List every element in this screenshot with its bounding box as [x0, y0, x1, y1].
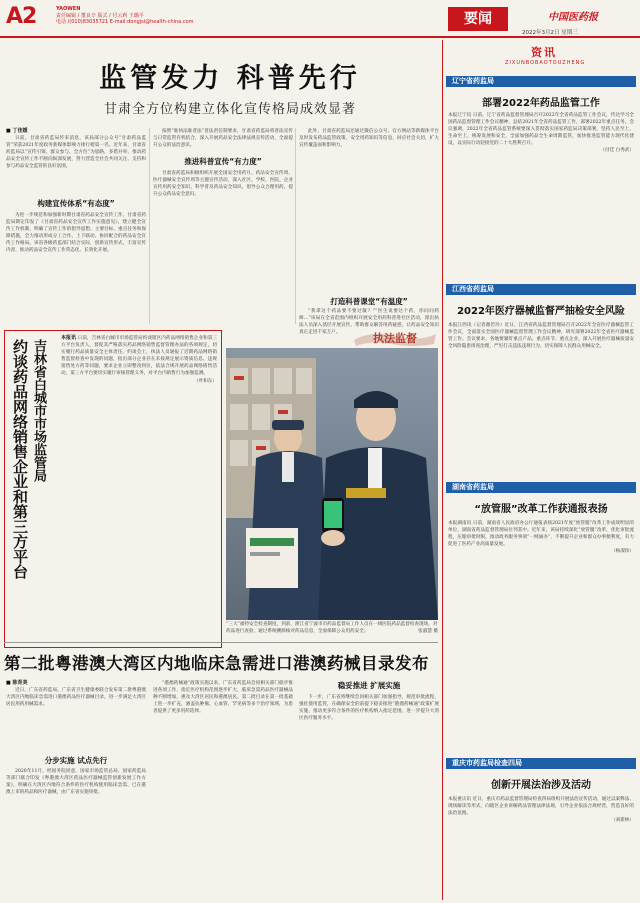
article-paragraph: 下一步，广东省将继续会同相关部门加强指导，规范审批流程，强化使用监管，在确保安全的前提下稳妥推进“港澳药械通”政策扩展实施，推动更多符合条件的医疗机构纳入指定范围，进一步提升大湾区医疗服务水平。 [299, 695, 439, 722]
news-brief-subtitle: ZIXUNBOBAOTOUZHENG [505, 60, 586, 66]
article-paragraph: 本报辽宁讯 日前，辽宁省药品监督管理局召开2022年全省药品监管工作会议，传达学习全国药品监督管理工作会议精神，总结2021年全省药品监管工作，部署2022年重点任务。会议强调，2022年全省药品监管系统要深入贯彻落实国家药监局决策部署，坚持人民至上、生命至上，统筹发展和安全，全面加强药品全生命周期监管，加快推进监管能力现代化建设，以实际行动迎接党的二十大胜利召开。 [448, 113, 634, 147]
news-brief-title: 资讯 [531, 46, 557, 59]
lead-subheadline: 甘肃全方位构建立体化宣传格局成效显著 [103, 102, 356, 117]
bottom-article-col1b [6, 768, 146, 896]
article-author: （杨淑珍） [611, 549, 634, 555]
article-paragraph: 本报湖南讯 日前，湖南省人民政府办公厅通报表扬2021年度“放管服”改革工作成效明显的单位，湖南省药品监督管理局位列其中。近年来，该局持续深化“放管服”改革，优化审批流程，压缩审批时限，推动政务服务事项“一网通办”，不断提升企业和群众办事便利度，有力促进了医药产业高质量发展。 [448, 521, 634, 548]
brief-body [448, 112, 634, 278]
brief-title: “放管服”改革工作获通报表扬 [474, 504, 608, 515]
article-paragraph: 2020年11月，经国务院同意，国家市场监管总局、国家药监局等部门联合印发《粤港澳大湾区药品医疗器械监管创新发展工作方案》，明确在大湾区内地符合条件的医疗机构使用临床急需、已在港澳上市的药品和医疗器械，由广东省实施审批。 [6, 769, 146, 796]
news-photo [226, 348, 438, 620]
column-rule [442, 40, 443, 900]
bottom-headline: 第二批粤港澳大湾区内地临床急需进口港澳药械目录发布 [4, 654, 429, 673]
article-paragraph: 此外，甘肃省药监局还通过微信公众号、官方网站等新媒体平台及时发布药品监管政策、安全用药知识等信息，回应社会关切，扩大宣传覆盖面和影响力。 [299, 129, 439, 149]
section-rule [4, 642, 438, 643]
lead-article-col3 [299, 128, 439, 294]
news-brief-label [505, 44, 586, 66]
brief-title: 2022年医疗器械监督严抽检安全风险 [457, 306, 625, 317]
masthead-info-line: 电话 /(010)83035721 E-mail:dongjsl@health-china.com [56, 19, 194, 25]
masthead-rule [0, 36, 640, 38]
article-paragraph: “港澳药械通”政策实施以来，广东省药监局会同相关部门稳步推进各项工作，指定医疗机构范围逐步扩大，临床急需药品医疗器械品种不断增加，惠及大湾区居民和港澳居民。第二批目录在第一批基础上进一步扩充，涵盖抗肿瘤、心血管、罕见病等多个治疗领域，为患者提供了更多用药选择。 [153, 681, 293, 715]
masthead-info-line: 责任编辑 / 董良辛 版式 / 付云莉 王璐平 [56, 12, 144, 19]
brush-text: 执法监督 [373, 332, 417, 345]
column-rule [295, 128, 296, 324]
page-number: A2 [6, 4, 37, 29]
masthead-info [56, 6, 194, 26]
brief-source-bar: 辽宁省药监局 [446, 76, 636, 87]
article-paragraph: 日前，吉林省白城市市场监管局约谈辖区内药品网络销售企业和第三方平台负责人，督促其严格落实药品网络销售监督管理办法的各项规定，切实履行药品质量安全主体责任。约谈会上，执法人员通报了近期药品网络销售监督检查中发现的问题，指出部分企业存在未按规定展示资质信息、违规销售处方药等问题，要求企业立即整改到位，依法合规开展药品网络销售活动，第三方平台要切实履行审核管理义务，对平台内销售行为加强监测。 [61, 336, 217, 377]
byline: ■ 陈育美 [6, 680, 28, 686]
article-paragraph: 本报重庆讯 近日，重庆市药品监督管理局检查四局组织开展法治宣传活动，通过以案释法、现场解读等形式，向辖区企业讲解药品管理法律法规，引导企业依法合规经营，营造良好的法治氛围。 [448, 797, 634, 817]
vertical-article-body [61, 335, 217, 641]
photo-credit: 张淑慧 摄 [418, 628, 438, 634]
brief-source-bar: 江西省药监局 [446, 284, 636, 295]
pharmacy-inspection-photo [226, 348, 438, 620]
lead-article-col1b [6, 212, 146, 324]
bottom-article-col1 [6, 680, 146, 750]
article-paragraph: 本报江西讯（记者谢若玲）近日，江西省药品监督管理局召开2022年全省医疗器械监管工作会议，全面落实全国医疗器械监督管理工作会议精神，研究部署2022年全省医疗器械监管工作。会议要求，各地要紧盯重点产品、重点环节、重点企业，深入开展医疗器械质量安全风险隐患排查治理，严厉打击违法违规行为，切实保障人民群众用械安全。 [448, 323, 634, 350]
caption-text: “三大”福特安全检查制度，到前，浙江省宁波市市药品监督局工作人员在一线医院药品监督检查现场，对药品进行查验，通过系统溯源核对药品信息，全面保障公众用药安全。 [226, 622, 438, 634]
photo-caption [226, 622, 438, 635]
brief-body [448, 796, 634, 896]
byline: ■ 丁佳媛 [6, 128, 28, 134]
lead-subhead-3: 打造科普课堂“有温度” [330, 297, 408, 306]
article-paragraph: 为进一步规范和加强新时期甘肃省药品安全宣传工作，甘肃省药监局制定印发了《甘肃省药品安全宣传工作实施意见》，建立健全宣传工作机制，明确了宣传工作的指导思想、主要目标、重点任务和保障措施，全力推动形成分工合作、上下联动、协同配合的药品安全宣传工作格局。该省各级药监部门结合实际，创新宣传形式，丰富宣传内容，推动药品安全宣传工作常态化、长效化开展。 [6, 213, 146, 254]
brief-source-bar: 重庆市药监局检查四局 [446, 758, 636, 769]
lead-subhead-1: 构建宣传体系“有态度” [37, 199, 115, 208]
article-paragraph: 按照“谁执法谁普法”普法责任制要求，甘肃省药监局将普法宣传与日常监管有机结合，深入开展药品安全法律法规宣传活动，全面提升公众的法治意识。 [153, 129, 293, 149]
brief-title: 部署2022年药品监管工作 [482, 98, 600, 109]
lead-article-col2b [153, 170, 293, 324]
brush-label [352, 326, 438, 350]
article-paragraph: 日前，甘肃省药监局传来消息，该局部分公众号“甘肃药品监管”荣获2021年度政务新媒体影响力排行榜第一名。近年来，甘肃省药监局以“宣传引领、群众参与、全方位”为思路，多措并举，推动药品安全宣传工作不断向纵深发展，努力营造全社会共同关注、支持和参与药品安全监管的良好氛围。 [6, 136, 146, 170]
article-paragraph: 甘肃省药监局积极组织开展全国安全用药月、药品安全宣传周、医疗器械安全宣传周等主题宣传活动，深入社区、学校、医院、企业宣传用药安全知识，科学普及药品安全知识，倡导公众合理用药，提升公众药品安全意识。 [153, 171, 293, 198]
brief-body [448, 520, 634, 730]
lead-article-col3b [299, 308, 439, 336]
masthead-info-line: YAOWEN [56, 6, 81, 12]
lead-headline: 监管发力 科普先行 [99, 63, 361, 94]
article-paragraph: 近日，广东省药监局、广东省卫生健康委联合发布第二批粤港澳大湾区内地临床急需进口港澳药品医疗器械目录，进一步满足大湾区居民用药用械需求。 [6, 688, 146, 708]
masthead [0, 0, 640, 38]
vertical-title-line: 约谈药品网络销售企业和第三方平台 [11, 339, 29, 579]
article-author: （付佳 白秀武） [600, 148, 634, 154]
column-rule [149, 128, 150, 324]
lead-article-col1 [6, 128, 146, 194]
bottom-subhead-2: 稳妥推进 扩展实施 [337, 681, 401, 690]
article-author: （叶和东） [194, 378, 217, 384]
vertical-article-box [4, 330, 222, 648]
vertical-article-title [11, 339, 47, 589]
article-paragraph: “我拿这个药品要不要过敏？”“医生说要这个药，你问问药师…”该局在全省范围内组织开展安全用药科普进社区活动，派出执法人员深入基层开展宣传，帮助群众解答用药疑惑，让药品安全知识真正走进千家万户。 [299, 309, 439, 336]
issue-date: 2022年3月2日 星期三 [522, 30, 578, 36]
section-badge: 要闻 [448, 7, 508, 31]
bottom-subhead-1: 分步实施 试点先行 [44, 756, 108, 765]
lead-subhead-2: 推进科普宣传“有力度” [184, 157, 262, 166]
bottom-article-col3 [299, 694, 439, 896]
bottom-article-col2 [153, 680, 293, 896]
paper-name: 中国医药报 [548, 12, 598, 23]
brief-title: 创新开展法治涉及活动 [491, 780, 591, 791]
brief-body [448, 322, 634, 474]
article-author: （刘新林） [611, 818, 634, 824]
vertical-title-line: 吉林省白城市市场监管局 [31, 339, 46, 482]
brief-source-bar: 湖南省药监局 [446, 482, 636, 493]
byline: 本报讯 [61, 335, 77, 341]
